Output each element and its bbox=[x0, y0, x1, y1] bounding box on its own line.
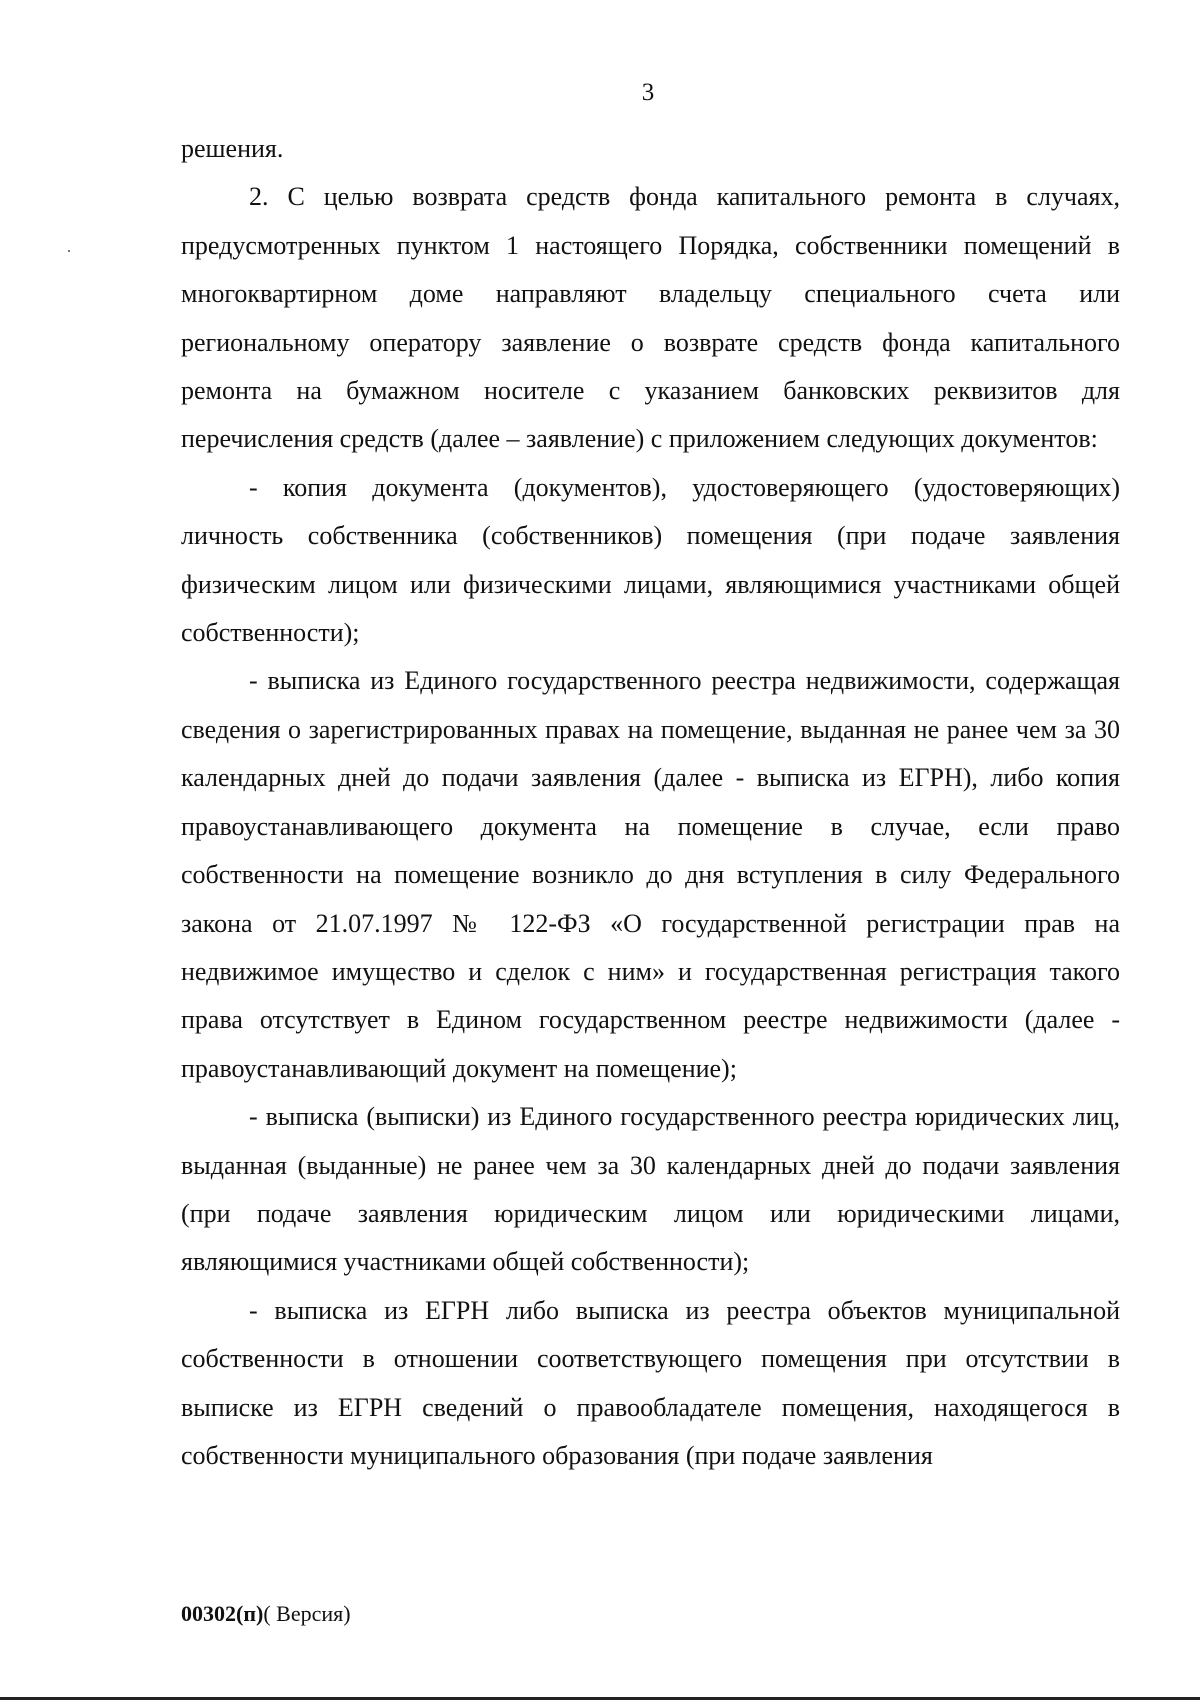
scan-mark bbox=[68, 250, 70, 252]
document-version: ( Версия) bbox=[263, 1601, 351, 1626]
list-item-egrn-extract: - выписка из Единого государственного реестра недвижимости, содержащая сведения о зарегистрированных правах на помещение, выданная не ранее чем за 30 календарных дней до подачи заявления (далее - выписка из ЕГРН), либо копия правоустанавливающего документа на помещение в случае, если право собственности на помещение возникло до дня вступления в силу Федерального закона от 21.07.1997 № 122-ФЗ «О государственной регистрации прав на недвижимое имущество и сделок с ним» и государственная регистрация такого права отсутствует в Едином государственном реестре недвижимости (далее - правоустанавливающий документ на помещение); bbox=[181, 666, 1120, 1083]
paragraph-continuation: решения. bbox=[181, 134, 284, 163]
paragraph-item-2: 2. С целью возврата средств фонда капитального ремонта в случаях, предусмотренных пунктом 1 настоящего Порядка, собственники помещений в многоквартирном доме направляют владельцу специального счета или региональному оператору заявление о возврате средств фонда капитального ремонта на бумажном носителе с указанием банковских реквизитов для перечисления средств (далее – заявление) с приложением следующих документов: bbox=[181, 182, 1120, 454]
document-code: 00302(п) bbox=[181, 1601, 264, 1626]
list-item-egrul-extract: - выписка (выписки) из Единого государственного реестра юридических лиц, выданная (выданные) не ранее чем за 30 календарных дней до подачи заявления (при подаче заявления юридическим лицом или юридическими лицами, являющимися участниками общей собственности); bbox=[181, 1102, 1120, 1277]
bottom-border bbox=[0, 1697, 1200, 1700]
page-number: 3 bbox=[641, 79, 655, 106]
document-body bbox=[181, 125, 1120, 1480]
document-footer bbox=[181, 1600, 351, 1628]
list-item-municipal-extract: - выписка из ЕГРН либо выписка из реестра объектов муниципальной собственности в отношении соответствующего помещения при отсутствии в выписке из ЕГРН сведений о правообладателе помещения, находящегося в собственности муниципального образования (при подаче заявления bbox=[181, 1295, 1120, 1470]
list-item-identity-document: - копия документа (документов), удостоверяющего (удостоверяющих) личность собственника (собственников) помещения (при подаче заявления физическим лицом или физическими лицами, являющимися участниками общей собственности); bbox=[181, 472, 1120, 648]
